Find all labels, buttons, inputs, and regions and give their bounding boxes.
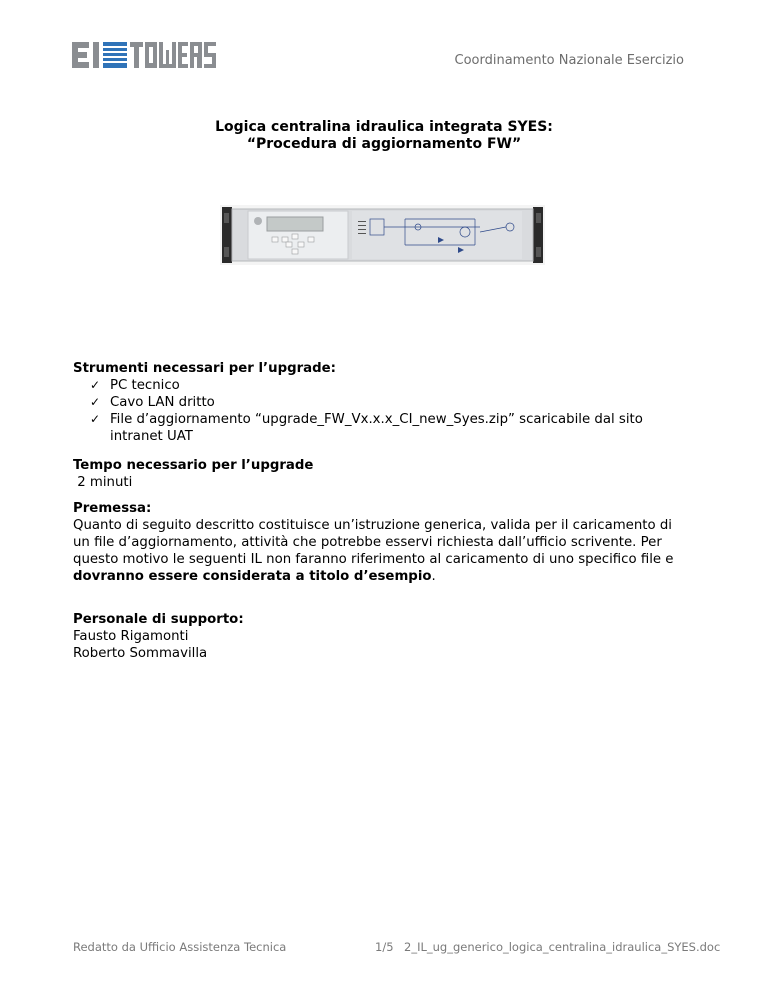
support-person: Roberto Sommavilla <box>73 646 208 661</box>
premise-text-end: . <box>431 569 436 584</box>
list-item-text: PC tecnico <box>110 378 180 393</box>
time-value: 2 minuti <box>73 475 133 490</box>
list-item-text: Cavo LAN dritto <box>110 395 215 410</box>
document-title-line2: “Procedura di aggiornamento FW” <box>246 136 522 152</box>
time-section <box>73 457 693 491</box>
premise-text-emphasis: dovranno essere considerata a titolo d’esempio <box>73 569 432 584</box>
syes-control-unit-image <box>220 205 545 265</box>
support-heading: Personale di supporto: <box>73 612 244 627</box>
support-person: Fausto Rigamonti <box>73 629 189 644</box>
checkmark-icon: ✓ <box>90 378 101 392</box>
premise-heading: Premessa: <box>73 501 152 516</box>
tools-section <box>73 360 693 445</box>
tools-list <box>73 377 693 445</box>
footer-page-number: 1/5 <box>375 940 394 954</box>
time-heading: Tempo necessario per l’upgrade <box>73 458 314 473</box>
checkmark-icon: ✓ <box>90 412 101 426</box>
footer-author: Redatto da Ufficio Assistenza Tecnica <box>73 940 287 954</box>
department-label: Coordinamento Nazionale Esercizio <box>454 53 684 68</box>
premise-section <box>73 500 693 585</box>
list-item <box>90 394 693 411</box>
list-item <box>90 377 693 394</box>
tools-heading: Strumenti necessari per l’upgrade: <box>73 361 336 376</box>
list-item-text: File d’aggiornamento “upgrade_FW_Vx.x.x_CI_new_Syes.zip” scaricabile dal sito intranet UAT <box>110 412 643 444</box>
checkmark-icon: ✓ <box>90 395 101 409</box>
ei-towers-logo <box>72 42 224 68</box>
premise-text <box>73 517 693 585</box>
footer-filename: 2_IL_ug_generico_logica_centralina_idraulica_SYES.doc <box>404 940 721 954</box>
support-section <box>73 611 693 662</box>
document-title-line1: Logica centralina idraulica integrata SYES: <box>215 119 553 135</box>
list-item <box>90 411 693 445</box>
premise-text-part: Quanto di seguito descritto costituisce un’istruzione generica, valida per il caricamento di un file d’aggiornamento, attività che potrebbe esservi richiesta dall’ufficio scrivente. Per questo motivo le seguenti IL non faranno riferimento al caricamento di uno specifico file e <box>73 518 674 567</box>
